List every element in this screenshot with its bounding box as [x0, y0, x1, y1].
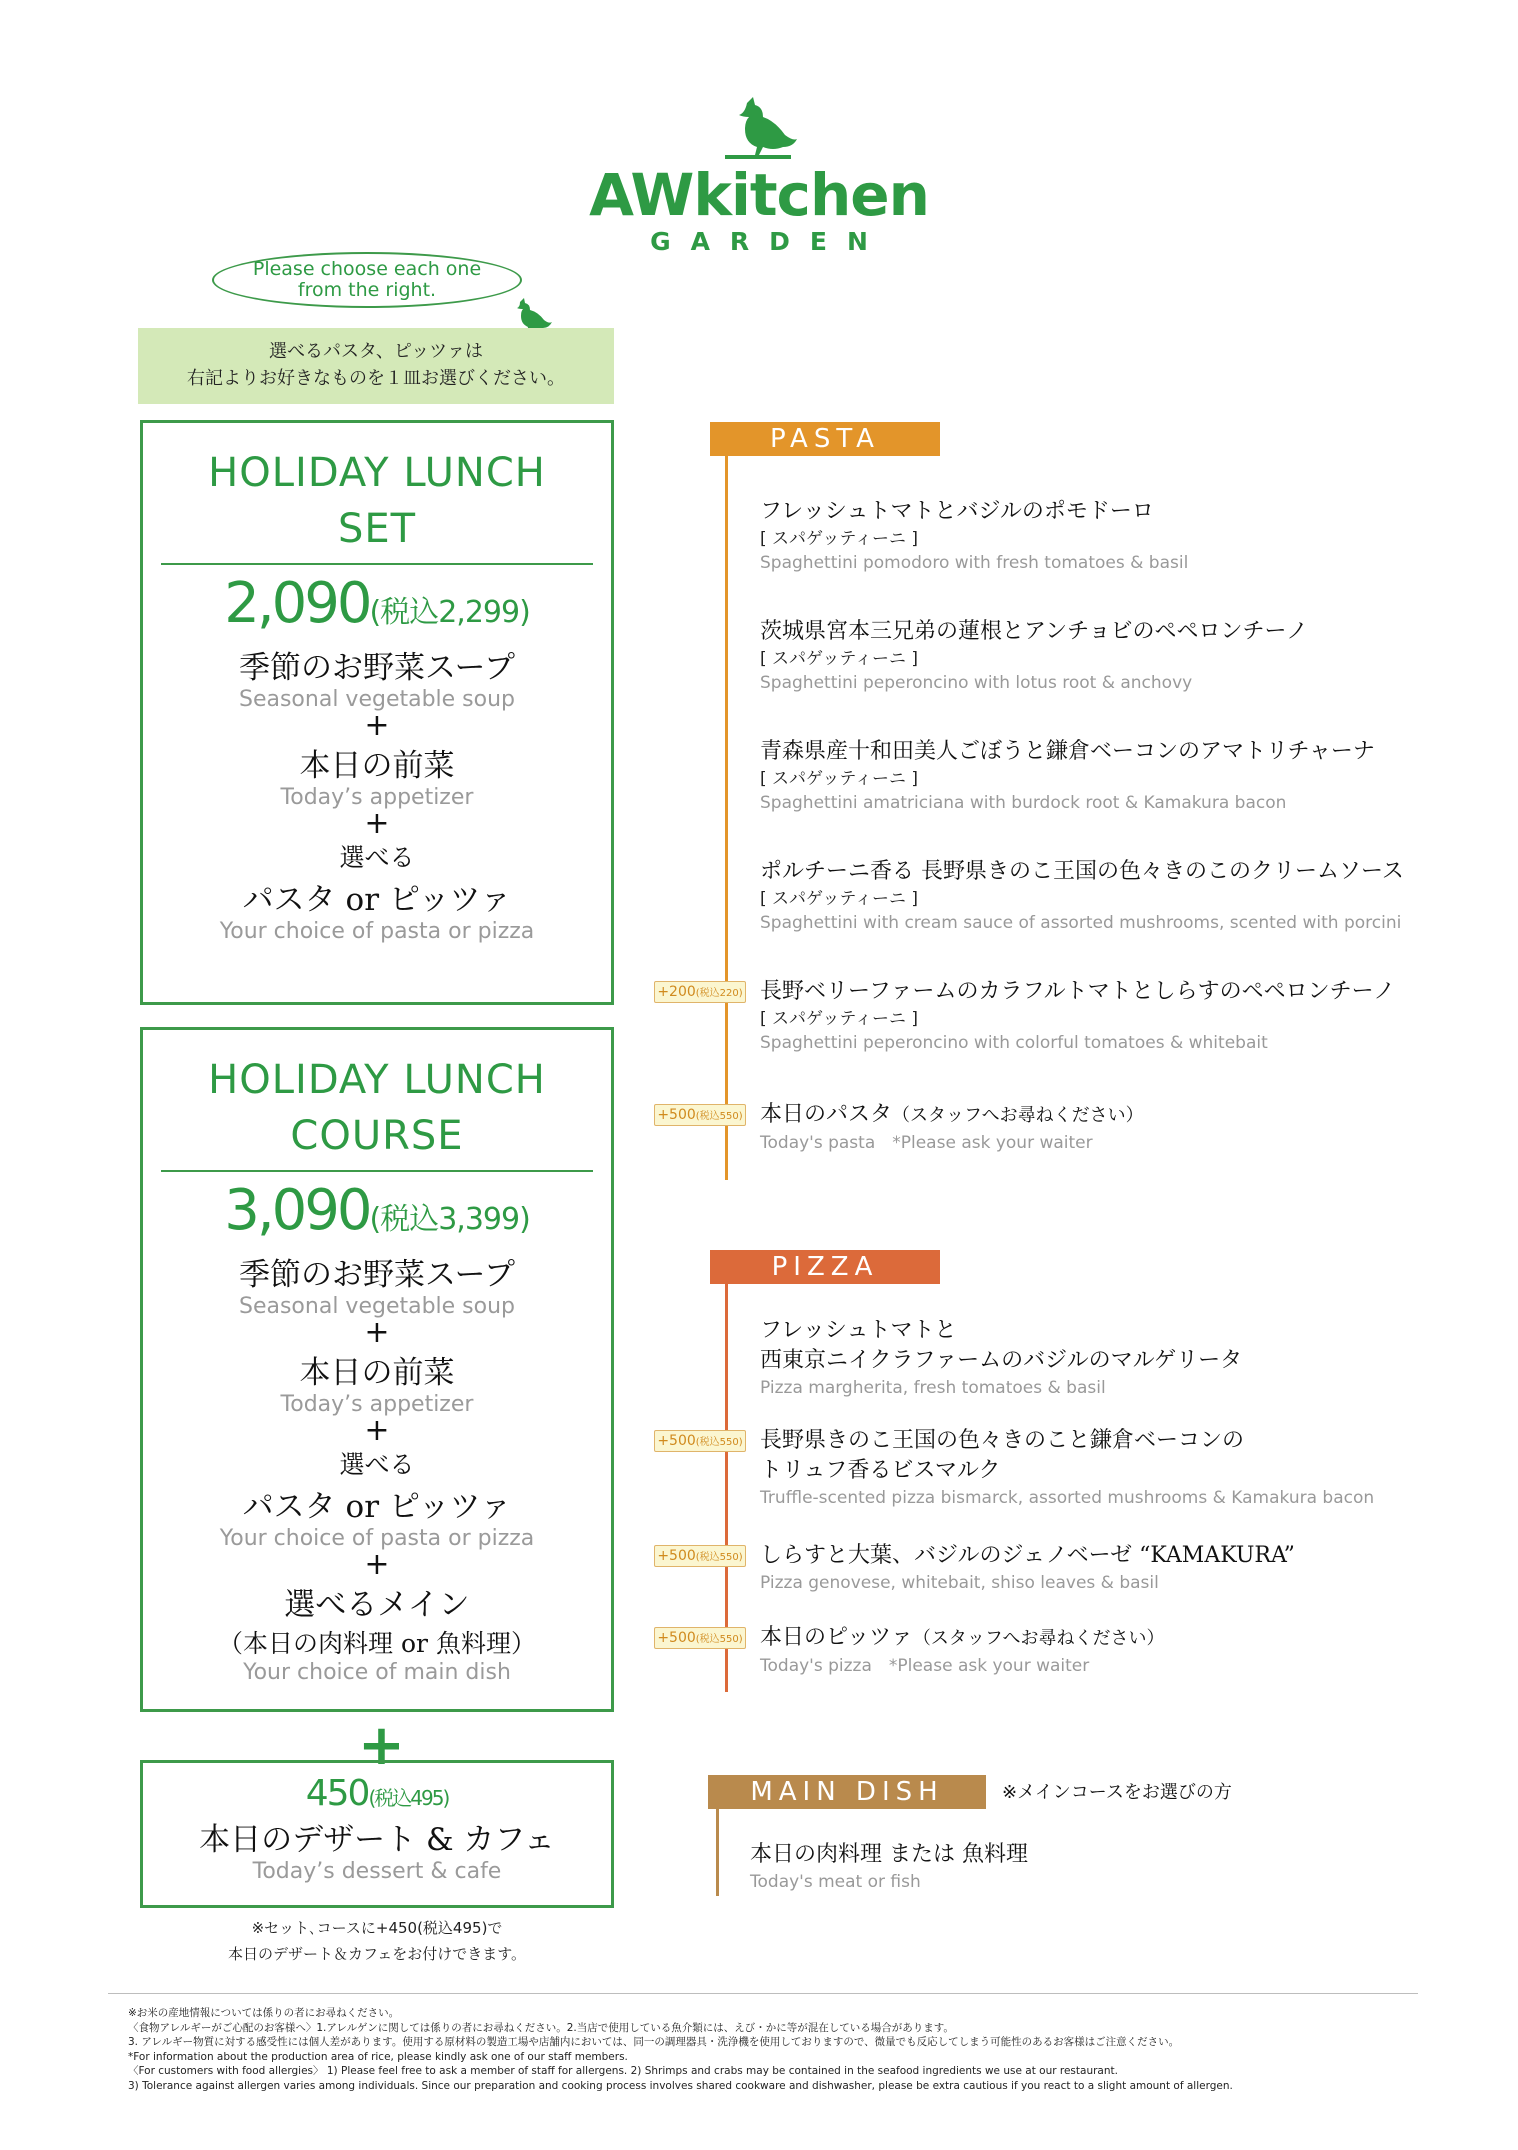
- course-main-ja1: 選べるメイン: [284, 1587, 470, 1623]
- main-dish-line: [716, 1808, 719, 1896]
- course-main-en: Your choice of main dish: [243, 1660, 511, 1685]
- course-title-line2: COURSE: [290, 1113, 464, 1159]
- dessert-note-line2: 本日のデザート＆カフェをお付けできます。: [227, 1945, 527, 1963]
- pasta-item-ja-note: （スタッフへお尋ねください）: [892, 1105, 1144, 1126]
- pizza-item-ja2: トリュフ香るビスマルク: [760, 1458, 1001, 1483]
- course-choice-en: Your choice of pasta or pizza: [219, 1526, 535, 1551]
- course-price: [143, 1178, 611, 1243]
- pasta-item-en: Spaghettini peperoncino with lotus root & anchovy: [760, 673, 1193, 693]
- surcharge-tag: [654, 1545, 746, 1567]
- set-soup-ja: 季節のお野菜スープ: [239, 650, 515, 686]
- pizza-item: [760, 1426, 1374, 1510]
- dessert-en: Today’s dessert & cafe: [252, 1859, 502, 1884]
- pasta-item-ja: 長野ベリーファームのカラフルトマトとしらすのペペロンチーノ: [760, 979, 1396, 1004]
- pizza-item-en: Pizza margherita, fresh tomatoes & basil: [760, 1378, 1106, 1398]
- surcharge-tax: (税込550): [695, 1111, 743, 1122]
- pizza-item-ja1: 長野県きのこ王国の色々きのこと鎌倉ベーコンの: [760, 1428, 1245, 1453]
- pasta-line: [725, 452, 728, 1180]
- course-appetizer-en: Today’s appetizer: [280, 1392, 474, 1417]
- main-dish-note: ※メインコースをお選びの方: [1002, 1782, 1232, 1803]
- course-choice-ja1: 選べる: [339, 1450, 415, 1479]
- set-price: [143, 571, 611, 636]
- dessert-ja: 本日のデザート & カフェ: [199, 1822, 555, 1858]
- pizza-item-ja-note: （スタッフへお尋ねください）: [912, 1628, 1165, 1649]
- pizza-item-ja2: 西東京ニイクラファームのバジルのマルゲリータ: [760, 1348, 1243, 1373]
- pizza-item-en: Pizza genovese, whitebait, shiso leaves & basil: [760, 1573, 1159, 1593]
- pasta-item-en: Spaghettini pomodoro with fresh tomatoes & basil: [760, 553, 1189, 573]
- pizza-item: [760, 1541, 1295, 1595]
- brand-name: AWkitchen: [589, 161, 929, 229]
- footer-line-4: *For information about the production area of rice, please kindly ask one of our staff members.: [128, 2050, 628, 2063]
- set-price-tax: (税込2,299): [369, 595, 530, 630]
- footer-divider: [108, 1993, 1418, 1994]
- surcharge-tax: (税込550): [695, 1552, 743, 1563]
- bubble-line2: from the right.: [297, 279, 437, 301]
- course-soup-en: Seasonal vegetable soup: [238, 1294, 516, 1319]
- set-appetizer-ja: 本日の前菜: [299, 748, 455, 784]
- set-choice-ja1: 選べる: [339, 843, 415, 872]
- main-dish-ja: 本日の肉料理 または 魚料理: [750, 1842, 1028, 1867]
- surcharge-tag: [654, 981, 746, 1003]
- pasta-item-kind: [ スパゲッティーニ ]: [760, 529, 919, 549]
- choose-line2: 右記よりお好きなものを１皿お選びください。: [187, 368, 565, 389]
- choose-line1: 選べるパスタ、ピッツァは: [268, 341, 484, 362]
- surcharge-value: +200: [657, 984, 696, 1000]
- dessert-box: [140, 1760, 614, 1908]
- pasta-item-ja: ポルチーニ香る 長野県きのこ王国の色々きのこのクリームソース: [760, 859, 1404, 884]
- set-title-line2: SET: [337, 506, 417, 552]
- pasta-item-en: Spaghettini with cream sauce of assorted mushrooms, scented with porcini: [760, 913, 1402, 933]
- pasta-item-kind: [ スパゲッティーニ ]: [760, 1009, 919, 1029]
- pasta-item-ja: [760, 1100, 1144, 1131]
- course-plus-1: +: [364, 1315, 390, 1350]
- pizza-item-ja-name: 本日のピッツァ: [760, 1625, 913, 1650]
- big-plus-sign: +: [358, 1713, 405, 1778]
- pizza-item-ja1: フレッシュトマトと: [760, 1318, 957, 1343]
- holiday-lunch-course: [140, 1027, 614, 1712]
- pasta-item-en: Today's pasta *Please ask your waiter: [760, 1133, 1093, 1153]
- course-divider: [161, 1170, 593, 1172]
- pasta-item: [760, 617, 1308, 695]
- set-choice-ja2: パスタ or ピッツァ: [242, 882, 512, 918]
- brand-sub: GARDEN: [650, 227, 888, 256]
- pasta-item-en: Spaghettini amatriciana with burdock root & Kamakura bacon: [760, 793, 1287, 813]
- pasta-item-ja: 青森県産十和田美人ごぼうと鎌倉ベーコンのアマトリチャーナ: [760, 739, 1375, 764]
- surcharge-value: +500: [657, 1433, 696, 1449]
- dessert-price: [143, 1773, 611, 1814]
- set-divider: [161, 563, 593, 565]
- pasta-item-ja-name: 本日のパスタ: [760, 1102, 893, 1127]
- pizza-header: PIZZA: [710, 1250, 940, 1284]
- footer-line-5: 〈For customers with food allergies〉 1) Please feel free to ask a member of staff for allergens. 2) Shrimps and crabs may be contained in the seafood ingredients we use at our restaurant.: [128, 2065, 1118, 2077]
- footer-line-2: 〈食物アレルギーがご心配のお客様へ〉1.アレルゲンに関しては係りの者にお尋ねください。2.当店で使用している魚介類には、えび・かに等が混在している場合があります。: [128, 2021, 954, 2034]
- surcharge-tax: (税込550): [695, 1634, 743, 1645]
- pizza-item-ja: しらすと大葉、バジルのジェノベーゼ “KAMAKURA”: [760, 1543, 1295, 1568]
- main-dish-en: Today's meat or fish: [750, 1872, 921, 1892]
- set-soup-en: Seasonal vegetable soup: [238, 687, 516, 712]
- pasta-item: [760, 857, 1404, 935]
- holiday-lunch-set: [140, 420, 614, 1005]
- surcharge-value: +500: [657, 1107, 696, 1123]
- dessert-note: [140, 1915, 614, 1967]
- pasta-item-kind: [ スパゲッティーニ ]: [760, 649, 919, 669]
- dessert-price-tax: (税込495): [368, 1786, 449, 1810]
- footer-notes: [128, 2006, 1428, 2093]
- pasta-item-kind: [ スパゲッティーニ ]: [760, 769, 919, 789]
- pasta-item-ja: 茨城県宮本三兄弟の蓮根とアンチョビのペペロンチーノ: [760, 619, 1309, 644]
- main-dish-item: [750, 1840, 1028, 1894]
- set-price-value: 2,090: [224, 571, 370, 636]
- bubble-line1: Please choose each one: [252, 258, 482, 280]
- surcharge-value: +500: [657, 1548, 696, 1564]
- pizza-item: [760, 1623, 1165, 1678]
- main-dish-header: MAIN DISH: [708, 1775, 986, 1809]
- course-plus-3: +: [364, 1547, 390, 1582]
- set-choice-en: Your choice of pasta or pizza: [219, 919, 535, 944]
- course-soup-ja: 季節のお野菜スープ: [239, 1257, 515, 1293]
- pasta-item: [760, 737, 1375, 815]
- course-choice-ja2: パスタ or ピッツァ: [242, 1489, 512, 1525]
- course-title-line1: HOLIDAY LUNCH: [208, 1057, 546, 1103]
- pizza-item: [760, 1316, 1242, 1400]
- choose-instruction: [138, 328, 614, 404]
- footer-line-1: ※お米の産地情報については係りの者にお尋ねください。: [128, 2007, 400, 2019]
- pasta-item: [760, 1100, 1144, 1155]
- set-plus-1: +: [364, 708, 390, 743]
- pizza-item-en: Truffle-scented pizza bismarck, assorted mushrooms & Kamakura bacon: [760, 1488, 1375, 1508]
- speech-bubble: [212, 252, 522, 308]
- pizza-item-ja: [760, 1623, 1165, 1654]
- dessert-note-line1: ※セット､コースに+450(税込495)で: [251, 1919, 503, 1937]
- surcharge-tax: (税込550): [695, 1437, 743, 1448]
- pasta-item-en: Spaghettini peperoncino with colorful tomatoes & whitebait: [760, 1033, 1268, 1053]
- bird-logo-icon: [719, 95, 799, 165]
- pasta-header: PASTA: [710, 422, 940, 456]
- course-main-ja2: （本日の肉料理 or 魚料理）: [218, 1629, 536, 1658]
- dessert-price-value: 450: [305, 1773, 369, 1814]
- pasta-item-kind: [ スパゲッティーニ ]: [760, 889, 919, 909]
- course-plus-2: +: [364, 1413, 390, 1448]
- surcharge-tag: [654, 1430, 746, 1452]
- course-price-tax: (税込3,399): [369, 1202, 530, 1237]
- course-price-value: 3,090: [224, 1178, 370, 1243]
- pasta-item: [760, 977, 1395, 1055]
- set-appetizer-en: Today’s appetizer: [280, 785, 474, 810]
- pizza-item-en: Today's pizza *Please ask your waiter: [760, 1656, 1090, 1676]
- pasta-item: [760, 497, 1188, 575]
- surcharge-tag: [654, 1627, 746, 1649]
- set-plus-2: +: [364, 806, 390, 841]
- footer-line-3: 3. アレルギー物質に対する感受性には個人差があります。使用する原材料の製造工場や店舗内においては、同一の調理器具・洗浄機を使用しておりますので、微量でも反応してしまう可能性のあるお客様はご注意ください。: [128, 2036, 1180, 2048]
- surcharge-tax: (税込220): [695, 988, 743, 999]
- pasta-item-ja: フレッシュトマトとバジルのポモドーロ: [760, 499, 1154, 524]
- footer-line-6: 3) Tolerance against allergen varies among individuals. Since our preparation and cooking process involves shared cookware and dishwasher, please be extra cautious if you react to a slight amount of allergen.: [128, 2079, 1233, 2092]
- surcharge-tag: [654, 1104, 746, 1126]
- set-title-line1: HOLIDAY LUNCH: [208, 450, 546, 496]
- course-appetizer-ja: 本日の前菜: [299, 1355, 455, 1391]
- surcharge-value: +500: [657, 1630, 696, 1646]
- logo: [0, 95, 1518, 256]
